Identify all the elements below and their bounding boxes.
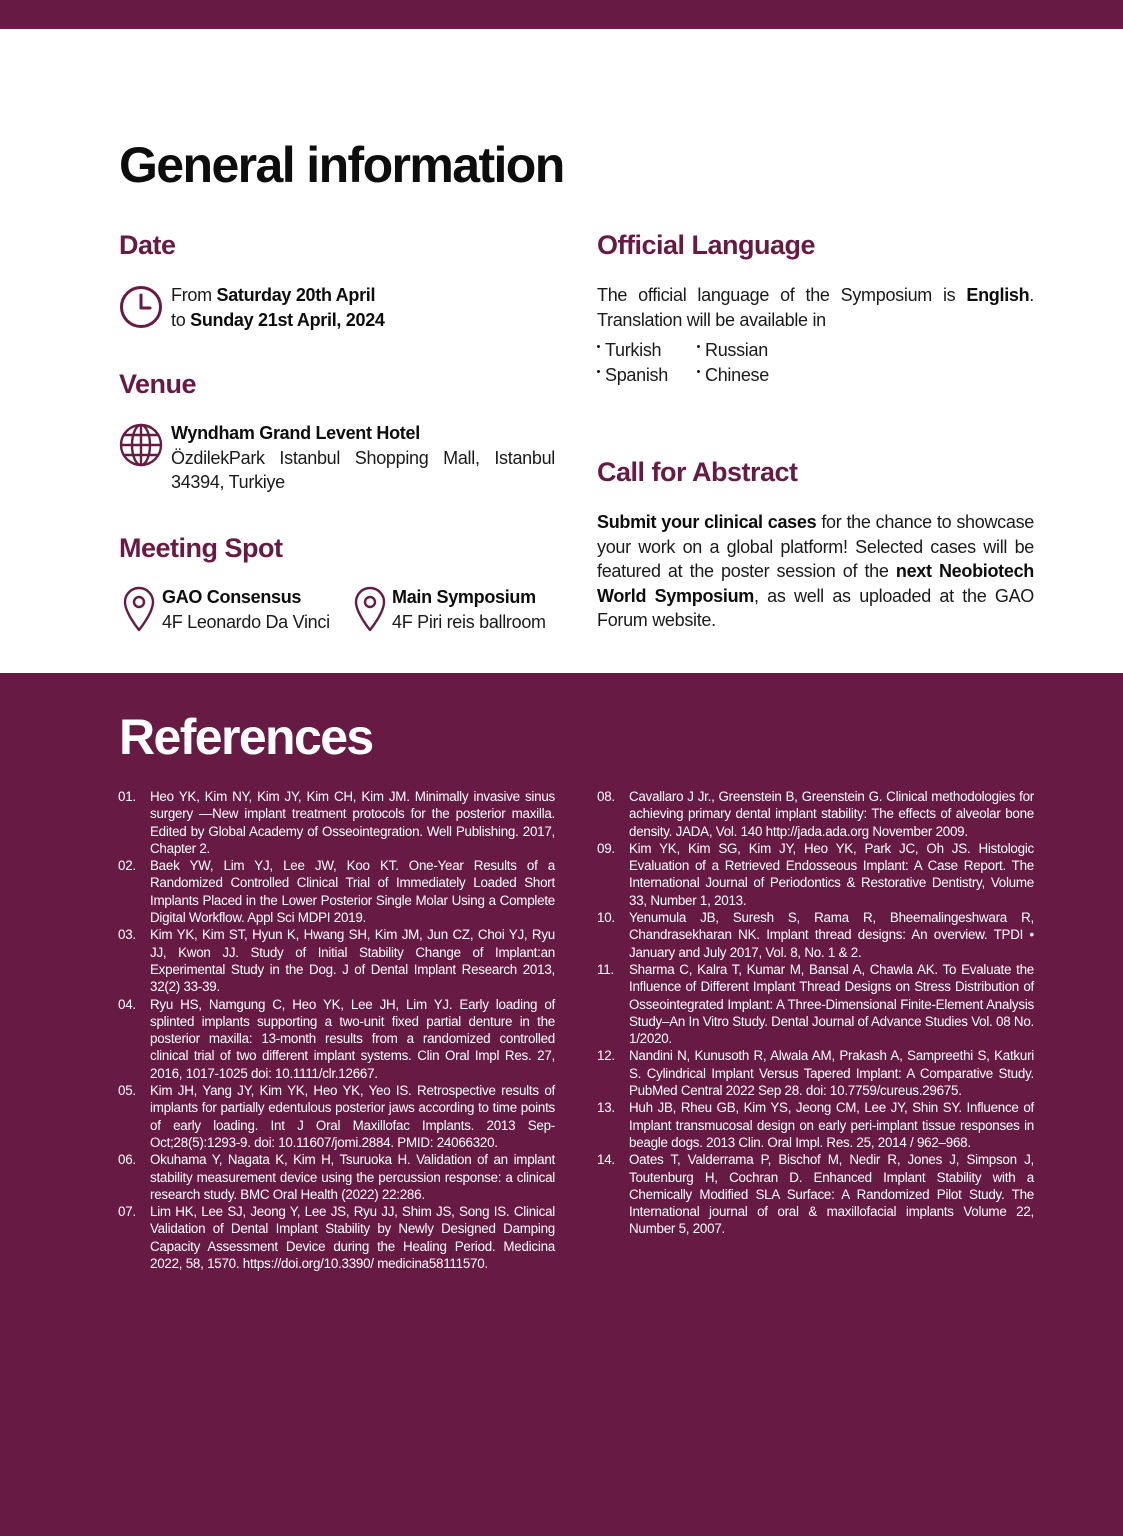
reference-number: 01.	[118, 789, 136, 804]
reference-item	[118, 1203, 555, 1272]
reference-number: 05.	[118, 1083, 136, 1099]
reference-text: Oates T, Valderrama P, Bischof M, Nedir R, Jones J, Simpson J, Toutenburg H, Cochran D. Enhanced Implant Stability with a Chemically Modified SLA Surface: A Randomized Pilot Study. The International journal of oral & maxillofacial implants Volume 22, Number 5, 2007.	[629, 1152, 1034, 1237]
references-heading: References	[119, 709, 373, 765]
reference-text: Cavallaro J Jr., Greenstein B, Greenstein G. Clinical methodologies for achieving primary dental implant stability: The effects of alveolar bone density. JADA, Vol. 140 http://jada.ada.org November 2009.	[629, 789, 1034, 839]
reference-item	[597, 1099, 1034, 1151]
references-left-column	[118, 788, 555, 1272]
reference-number: 02.	[118, 858, 136, 874]
reference-item	[597, 909, 1034, 961]
reference-item	[118, 857, 555, 926]
reference-number: 06.	[118, 1152, 136, 1168]
reference-item	[118, 1082, 555, 1151]
reference-item	[597, 1151, 1034, 1237]
meeting-spot-gao: GAO Consensus 4F Leonardo Da Vinci	[162, 587, 330, 632]
reference-number: 03.	[118, 927, 136, 943]
meeting-spot-main: Main Symposium 4F Piri reis ballroom	[392, 587, 546, 632]
date-heading: Date	[119, 230, 176, 260]
reference-item	[597, 961, 1034, 1047]
venue-address: ÖzdilekPark Istanbul Shopping Mall, Istanbul 34394, Turkiye	[171, 447, 555, 492]
reference-number: 12.	[597, 1048, 615, 1064]
language-heading: Official Language	[597, 230, 816, 260]
reference-text: Heo YK, Kim NY, Kim JY, Kim CH, Kim JM. Minimally invasive sinus surgery —New implant treatment protocols for the posterior maxilla. Edited by Global Academy of Osseointegration. Well Publishing. 2017, Chapter 2.	[150, 789, 555, 856]
translation-list: Turkish Russian Spanish Chinese	[597, 338, 769, 388]
reference-text: Lim HK, Lee SJ, Jeong Y, Lee JS, Ryu JJ, Shim JS, Song IS. Clinical Validation of Dental Implant Stability by Newly Designed Damping Capacity Assessment Device during the Healing Period. Medicina 2022, 58, 1570. https://doi.org/10.3390/ medicina58111570.	[150, 1204, 555, 1272]
reference-text: Huh JB, Rheu GB, Kim YS, Jeong CM, Lee JY, Shin SY. Influence of Implant transmucosal design on early peri-implant tissue responses in beagle dogs. 2013 Clin. Oral Impl. Res. 25, 2014 / 962–968.	[629, 1100, 1034, 1150]
map-pin-icon	[354, 586, 386, 632]
page-title: General information	[119, 137, 564, 193]
date-text: From Saturday 20th April to Sunday 21st April, 2024	[171, 285, 385, 330]
top-brand-bar	[0, 0, 1123, 29]
reference-number: 13.	[597, 1100, 615, 1116]
reference-number: 04.	[118, 996, 136, 1012]
venue-heading: Venue	[119, 369, 197, 399]
clock-icon	[119, 285, 163, 329]
reference-number: 07.	[118, 1204, 136, 1220]
reference-item	[118, 926, 555, 995]
reference-number: 10.	[597, 910, 615, 926]
reference-number: 08.	[597, 789, 615, 804]
reference-item	[597, 1047, 1034, 1099]
map-pin-icon	[123, 586, 155, 632]
reference-item	[118, 788, 555, 857]
venue-name: Wyndham Grand Levent Hotel	[171, 423, 420, 443]
reference-text: Sharma C, Kalra T, Kumar M, Bansal A, Chawla AK. To Evaluate the Influence of Different Implant Thread Designs on Stress Distribution of Osseointegrated Implant: A Three-Dimensional Finite-Element Analysis Study–An In Vitro Study. Dental Journal of Advance Studies Vol. 08 No. 1/2020.	[629, 961, 1034, 1047]
venue-text	[171, 421, 555, 495]
reference-text: Okuhama Y, Nagata K, Kim H, Tsuruoka H. Validation of an implant stability measurement device using the percussion response: a clinical research study. BMC Oral Health (2022) 22:286.	[150, 1152, 555, 1202]
reference-text: Nandini N, Kunusoth R, Alwala AM, Prakash A, Sampreethi S, Katkuri S. Cylindrical Implant Versus Tapered Implant: A Comparative Study. PubMed Central 2022 Sep 28. doi: 10.7759/cureus.29675.	[629, 1048, 1034, 1099]
reference-number: 11.	[597, 961, 614, 977]
reference-item	[118, 1151, 555, 1203]
reference-text: Yenumula JB, Suresh S, Rama R, Bheemalingeshwara R, Chandrasekharan NK. Implant thread designs: An overview. TPDI • January and July 2017, Vol. 8, No. 1 & 2.	[629, 910, 1034, 960]
meeting-heading: Meeting Spot	[119, 533, 283, 563]
language-text: The official language of the Symposium is English. Translation will be available in	[597, 285, 1034, 330]
reference-text: Kim JH, Yang JY, Kim YK, Heo YK, Yeo IS. Retrospective results of implants for partially edentulous posterior jaws according to time points of early loading. Int J Oral Maxillofac Implants. 2013 Sep-Oct;28(5):1293-9. doi: 10.11607/jomi.2884. PMID: 24066320.	[150, 1083, 555, 1150]
reference-text: Baek YW, Lim YJ, Lee JW, Koo KT. One-Year Results of a Randomized Controlled Clinical Trial of Immediately Loaded Short Implants Placed in the Lower Posterior Single Molar Using a Complete Digital Workflow. Appl Sci MDPI 2019.	[150, 858, 555, 926]
abstract-heading: Call for Abstract	[597, 457, 798, 487]
globe-icon	[119, 423, 163, 467]
language-value: English	[966, 285, 1030, 305]
reference-item	[118, 996, 555, 1082]
date-to: Sunday 21st April, 2024	[190, 309, 385, 330]
abstract-text: Submit your clinical cases for the chance to showcase your work on a global platform! Selected cases will be featured at the poster session of the next Neobiotech World Symposium, as well as uploaded at the GAO Forum website.	[597, 512, 1034, 630]
date-from: Saturday 20th April	[216, 285, 376, 305]
reference-text: Kim YK, Kim SG, Kim JY, Heo YK, Park JC, Oh JS. Histologic Evaluation of a Retrieved Endosseous Implant: A Case Report. The International Journal of Periodontics & Restorative Dentistry, Volume 33, Number 1, 2013.	[629, 840, 1034, 908]
references-right-column	[597, 788, 1034, 1238]
reference-text: Ryu HS, Namgung C, Heo YK, Lee JH, Lim YJ. Early loading of splinted implants supporting a two-unit fixed partial denture in the posterior maxilla: 13-month results from a randomized controlled clinical trial of two different implant systems. Clin Oral Impl Res. 27, 2016, 1017-1025 doi: 10.1111/clr.12667.	[150, 996, 555, 1081]
reference-number: 14.	[597, 1152, 615, 1168]
reference-text: Kim YK, Kim ST, Hyun K, Hwang SH, Kim JM, Jun CZ, Choi YJ, Ryu JJ, Kwon JJ. Study of Initial Stability Change of Implant:an Experimental Study in the Dog. J of Dental Implant Research 2013, 32(2) 33-39.	[150, 927, 555, 995]
reference-item	[597, 840, 1034, 909]
reference-item	[597, 788, 1034, 840]
reference-number: 09.	[597, 840, 615, 856]
